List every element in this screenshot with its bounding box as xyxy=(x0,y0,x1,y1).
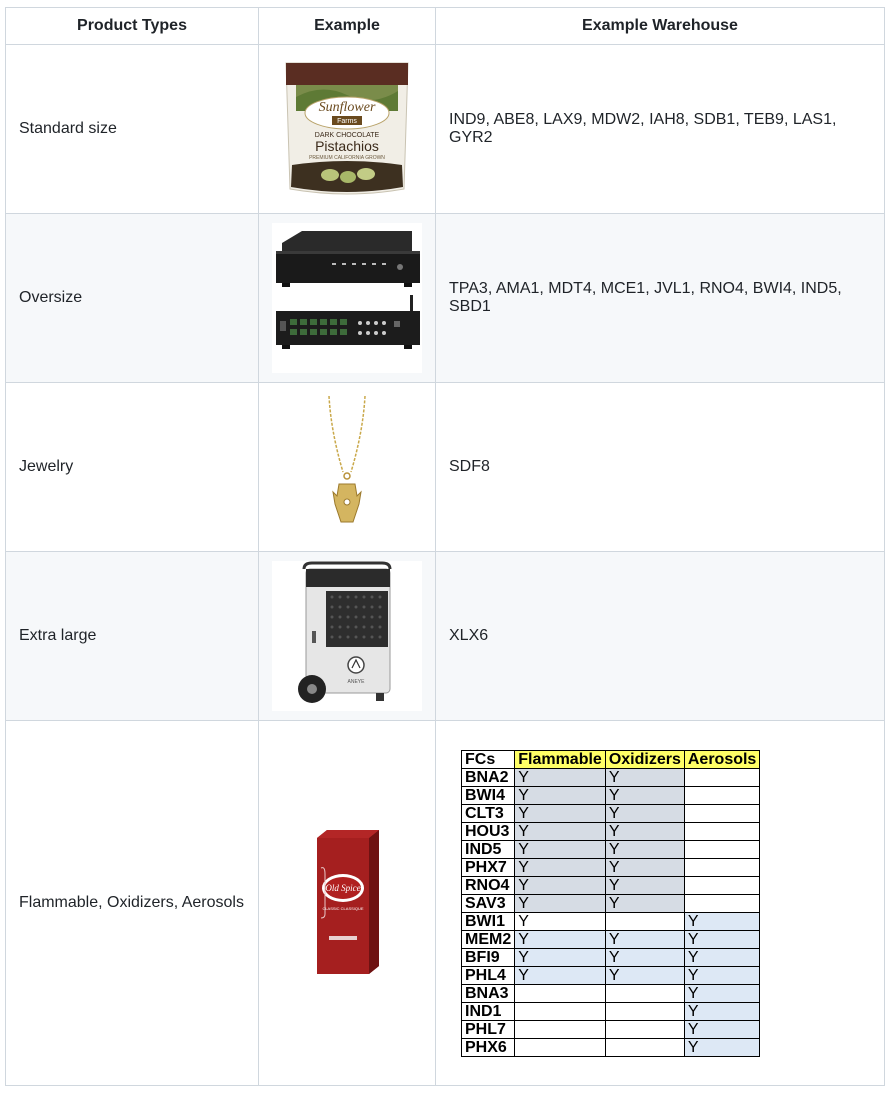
header-example: Example xyxy=(259,8,436,45)
warehouse-cell xyxy=(436,721,885,1086)
fc-aerosols xyxy=(684,786,759,804)
fc-aerosols: Y xyxy=(684,1038,759,1056)
fc-oxidizers xyxy=(605,912,684,930)
fc-row xyxy=(462,1020,760,1038)
fc-flammable: Y xyxy=(515,804,606,822)
bag-line-3-text: PREMIUM CALIFORNIA GROWN xyxy=(309,155,385,161)
fc-oxidizers xyxy=(605,1038,684,1056)
fc-aerosols: Y xyxy=(684,1002,759,1020)
fc-aerosols: Y xyxy=(684,966,759,984)
fc-code: PHL7 xyxy=(462,1020,515,1038)
fc-flammable xyxy=(515,1002,606,1020)
fc-row xyxy=(462,894,760,912)
product-types-table xyxy=(5,7,885,1086)
fc-row xyxy=(462,930,760,948)
cologne-box-image xyxy=(311,828,383,978)
table-row xyxy=(6,45,885,214)
fc-flammable: Y xyxy=(515,768,606,786)
fc-aerosols: Y xyxy=(684,912,759,930)
fc-row xyxy=(462,786,760,804)
fc-flammable: Y xyxy=(515,822,606,840)
fc-oxidizers xyxy=(605,1020,684,1038)
warehouse-cell: SDF8 xyxy=(436,383,885,552)
fc-code: RNO4 xyxy=(462,876,515,894)
table-row xyxy=(6,383,885,552)
fc-flammable: Y xyxy=(515,894,606,912)
example-cell xyxy=(259,45,436,214)
fc-flammable: Y xyxy=(515,912,606,930)
fc-oxidizers: Y xyxy=(605,768,684,786)
fc-row xyxy=(462,768,760,786)
audio-amplifier-image xyxy=(272,223,422,373)
fc-row xyxy=(462,1038,760,1056)
bag-line-1-text: DARK CHOCOLATE xyxy=(314,132,380,139)
dehumidifier-brand-text: ANEYE xyxy=(347,679,365,685)
fc-row xyxy=(462,804,760,822)
fc-oxidizers: Y xyxy=(605,858,684,876)
table-header-row xyxy=(6,8,885,45)
dehumidifier-image xyxy=(272,561,422,711)
fc-code: CLT3 xyxy=(462,804,515,822)
fc-flammable: Y xyxy=(515,876,606,894)
product-type-cell: Standard size xyxy=(6,45,259,214)
warehouse-cell: TPA3, AMA1, MDT4, MCE1, JVL1, RNO4, BWI4, IND5, SBD1 xyxy=(436,214,885,383)
table-row xyxy=(6,721,885,1086)
product-type-cell: Extra large xyxy=(6,552,259,721)
hand-pendant-necklace-image xyxy=(317,392,377,542)
fc-aerosols: Y xyxy=(684,1020,759,1038)
fc-aerosols xyxy=(684,768,759,786)
fc-flammable: Y xyxy=(515,858,606,876)
warehouse-cell: XLX6 xyxy=(436,552,885,721)
fc-oxidizers: Y xyxy=(605,822,684,840)
fc-oxidizers: Y xyxy=(605,894,684,912)
fc-row xyxy=(462,1002,760,1020)
fc-code: SAV3 xyxy=(462,894,515,912)
fc-code: BNA3 xyxy=(462,984,515,1002)
fc-row xyxy=(462,966,760,984)
fc-flammable: Y xyxy=(515,948,606,966)
fc-oxidizers: Y xyxy=(605,966,684,984)
fc-code: BFI9 xyxy=(462,948,515,966)
product-type-cell: Jewelry xyxy=(6,383,259,552)
example-cell xyxy=(259,214,436,383)
fc-flammable: Y xyxy=(515,840,606,858)
fc-code: BWI4 xyxy=(462,786,515,804)
product-type-cell: Oversize xyxy=(6,214,259,383)
fc-flammable xyxy=(515,1020,606,1038)
fc-oxidizers: Y xyxy=(605,930,684,948)
fc-aerosols xyxy=(684,840,759,858)
fc-flammable xyxy=(515,984,606,1002)
fc-aerosols: Y xyxy=(684,948,759,966)
fc-aerosols xyxy=(684,858,759,876)
fc-aerosols: Y xyxy=(684,930,759,948)
pistachio-bag-image xyxy=(282,61,412,197)
fc-flammable xyxy=(515,1038,606,1056)
product-type-cell: Flammable, Oxidizers, Aerosols xyxy=(6,721,259,1086)
fc-aerosols xyxy=(684,804,759,822)
fc-flammable: Y xyxy=(515,930,606,948)
fc-header-row xyxy=(462,750,760,768)
fc-oxidizers xyxy=(605,1002,684,1020)
example-cell xyxy=(259,552,436,721)
bag-brand-text: Sunflower xyxy=(318,100,376,115)
fc-oxidizers xyxy=(605,984,684,1002)
fc-row xyxy=(462,822,760,840)
fc-code: IND1 xyxy=(462,1002,515,1020)
fc-code: IND5 xyxy=(462,840,515,858)
box-line-text: CLASSIC CLASSIQUE xyxy=(322,906,364,911)
fc-header-fcs: FCs xyxy=(462,750,515,768)
fc-hazmat-table xyxy=(461,750,760,1057)
fc-code: BWI1 xyxy=(462,912,515,930)
bag-line-2-text: Pistachios xyxy=(315,138,379,154)
fc-row xyxy=(462,858,760,876)
fc-row xyxy=(462,948,760,966)
fc-header-oxidizers: Oxidizers xyxy=(605,750,684,768)
fc-oxidizers: Y xyxy=(605,948,684,966)
fc-aerosols: Y xyxy=(684,984,759,1002)
fc-row xyxy=(462,912,760,930)
header-product-types: Product Types xyxy=(6,8,259,45)
table-row xyxy=(6,214,885,383)
fc-flammable: Y xyxy=(515,966,606,984)
example-cell xyxy=(259,721,436,1086)
fc-row xyxy=(462,984,760,1002)
fc-aerosols xyxy=(684,876,759,894)
fc-code: PHL4 xyxy=(462,966,515,984)
fc-code: BNA2 xyxy=(462,768,515,786)
fc-code: PHX7 xyxy=(462,858,515,876)
box-brand-text: Old Spice xyxy=(325,883,361,893)
fc-oxidizers: Y xyxy=(605,804,684,822)
table-row xyxy=(6,552,885,721)
fc-header-flammable: Flammable xyxy=(515,750,606,768)
fc-code: HOU3 xyxy=(462,822,515,840)
fc-aerosols xyxy=(684,894,759,912)
fc-header-aerosols: Aerosols xyxy=(684,750,759,768)
fc-code: PHX6 xyxy=(462,1038,515,1056)
fc-aerosols xyxy=(684,822,759,840)
example-cell xyxy=(259,383,436,552)
bag-farms-text: Farms xyxy=(337,118,357,125)
fc-code: MEM2 xyxy=(462,930,515,948)
fc-row xyxy=(462,840,760,858)
header-example-warehouse: Example Warehouse xyxy=(436,8,885,45)
warehouse-cell: IND9, ABE8, LAX9, MDW2, IAH8, SDB1, TEB9, LAS1, GYR2 xyxy=(436,45,885,214)
fc-row xyxy=(462,876,760,894)
fc-flammable: Y xyxy=(515,786,606,804)
fc-oxidizers: Y xyxy=(605,840,684,858)
fc-oxidizers: Y xyxy=(605,786,684,804)
fc-oxidizers: Y xyxy=(605,876,684,894)
